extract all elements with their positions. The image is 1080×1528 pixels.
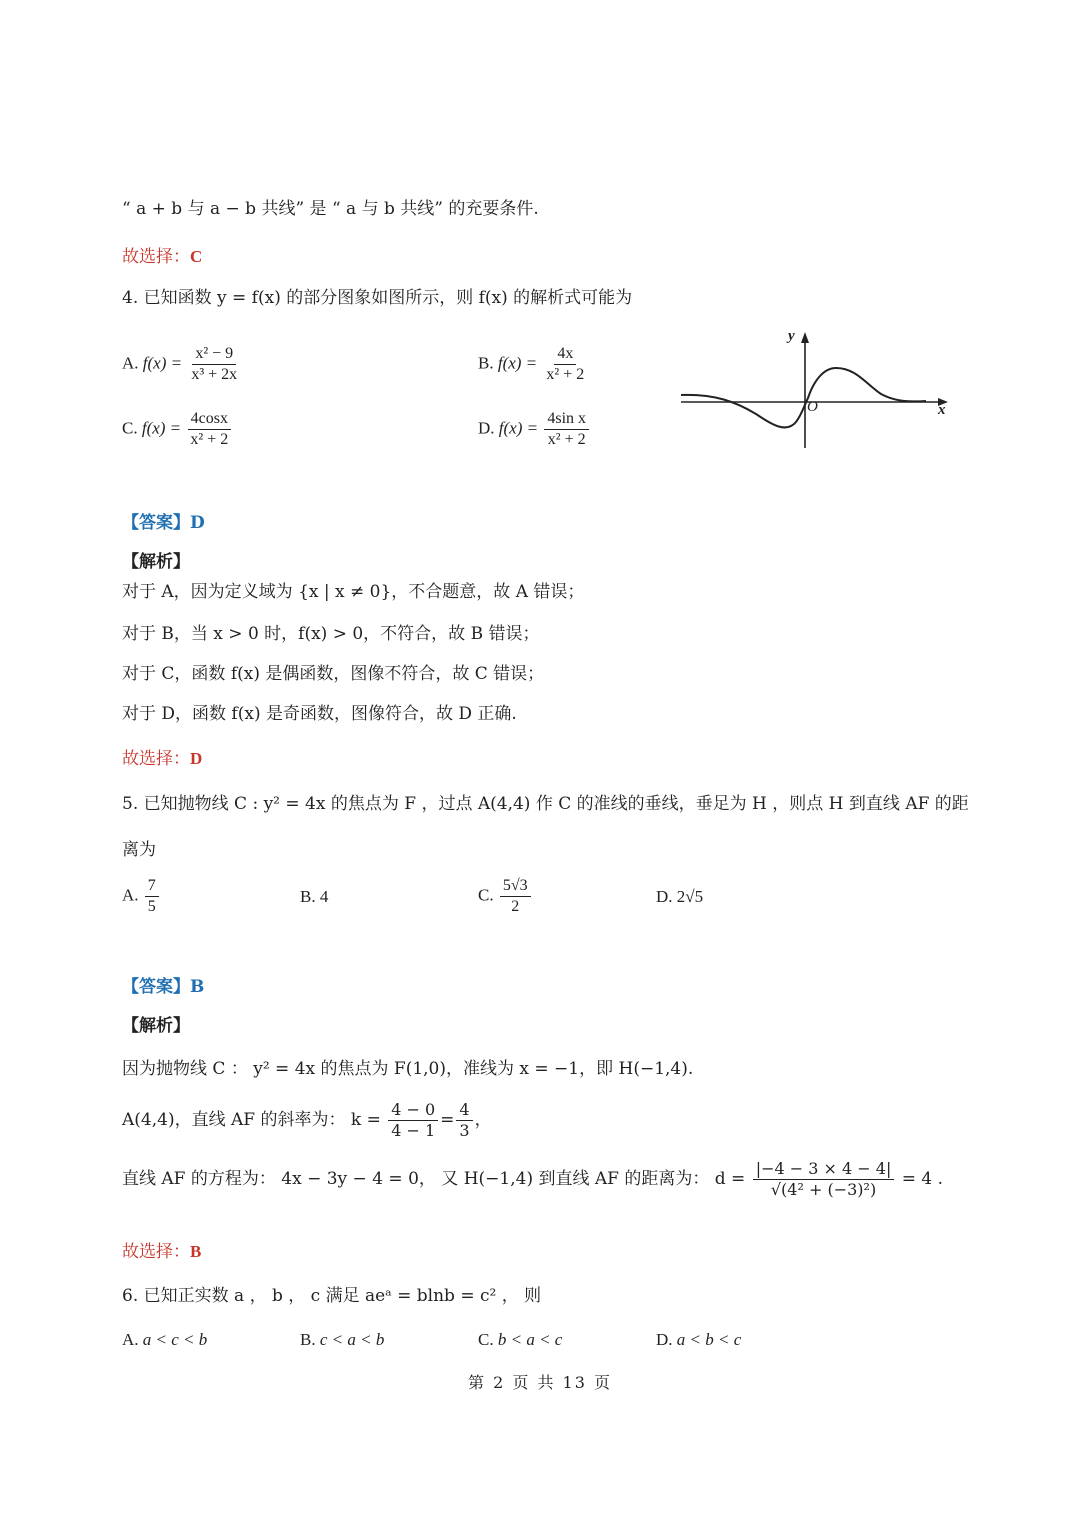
q5-analysis-line: 因为抛物线 C ： y² = 4x 的焦点为 F(1,0)，准线为 x = −1，即 H(−1,4). bbox=[122, 1059, 694, 1079]
option-letter: D. bbox=[656, 1330, 673, 1349]
option-text: a < c < b bbox=[142, 1330, 208, 1349]
option-fraction bbox=[187, 409, 231, 450]
option-lhs: f(x) = bbox=[497, 353, 538, 373]
option-value: 4 bbox=[319, 887, 329, 906]
q4-choice bbox=[122, 744, 202, 769]
q3-choice bbox=[122, 242, 202, 267]
choice-value: D bbox=[190, 749, 203, 768]
option-letter: C. bbox=[122, 418, 138, 438]
q5-stem: 5. 已知抛物线 C : y² = 4x 的焦点为 F ，过点 A(4,4) 作 C 的准线的垂线，垂足为 H ，则点 H 到直线 AF 的距 bbox=[122, 794, 969, 814]
q5-slope-line bbox=[122, 1100, 492, 1141]
q4-analysis-label: 【解析】 bbox=[122, 552, 190, 572]
choice-label: 故选择： bbox=[122, 247, 190, 267]
numerator: 5√3 bbox=[500, 876, 531, 897]
x-axis-label: x bbox=[938, 402, 946, 418]
q5-stem-continued: 离为 bbox=[122, 840, 156, 860]
numerator: x² − 9 bbox=[192, 344, 236, 365]
q5-choice bbox=[122, 1237, 201, 1262]
denominator: √(4² + (−3)²) bbox=[770, 1180, 877, 1199]
q4-option-c bbox=[122, 409, 233, 450]
numerator: 4x bbox=[554, 344, 576, 365]
option-letter: A. bbox=[122, 353, 139, 373]
option-fraction bbox=[544, 409, 589, 450]
q4-analysis-line: 对于 D，函数 f(x) 是奇函数，图像符合，故 D 正确. bbox=[122, 704, 517, 724]
slope-text: A(4,4)，直线 AF 的斜率为： k = bbox=[122, 1110, 381, 1130]
q4-option-d bbox=[478, 409, 591, 450]
q6-option-d bbox=[656, 1330, 741, 1350]
q5-analysis-label: 【解析】 bbox=[122, 1016, 190, 1036]
q4-stem: 4. 已知函数 y = f(x) 的部分图象如图所示，则 f(x) 的解析式可能为 bbox=[122, 288, 633, 308]
distance-fraction bbox=[753, 1159, 895, 1200]
option-letter: D. bbox=[478, 418, 495, 438]
slope-fraction bbox=[388, 1100, 438, 1141]
origin-label: O bbox=[807, 399, 818, 415]
numerator: |−4 − 3 × 4 − 4| bbox=[753, 1159, 895, 1180]
denominator: 5 bbox=[147, 898, 156, 915]
option-lhs: f(x) = bbox=[141, 418, 182, 438]
y-axis-label: y bbox=[788, 328, 795, 344]
option-letter: C. bbox=[478, 1330, 494, 1349]
denominator: x³ + 2x bbox=[191, 366, 238, 383]
denominator: 3 bbox=[459, 1121, 470, 1140]
q4-analysis-line: 对于 A，因为定义域为 {x | x ≠ 0}，不合题意，故 A 错误； bbox=[122, 582, 585, 602]
q5-answer: 【答案】B bbox=[122, 977, 205, 997]
option-value: 2√5 bbox=[676, 887, 704, 906]
distance-text: 直线 AF 的方程为： 4x − 3y − 4 = 0， 又 H(−1,4) 到直线 AF 的距离为： d = bbox=[122, 1169, 746, 1189]
option-text: a < b < c bbox=[676, 1330, 742, 1349]
denominator: x² + 2 bbox=[190, 431, 229, 448]
option-text: b < a < c bbox=[497, 1330, 563, 1349]
option-text: c < a < b bbox=[319, 1330, 385, 1349]
q4-analysis-line: 对于 C，函数 f(x) 是偶函数，图像不符合，故 C 错误； bbox=[122, 664, 545, 684]
page-footer: 第 2 页 共 13 页 bbox=[468, 1373, 612, 1392]
numerator: 4sin x bbox=[544, 409, 589, 430]
denominator: x² + 2 bbox=[546, 366, 585, 383]
option-lhs: f(x) = bbox=[142, 353, 183, 373]
numerator: 4cosx bbox=[188, 409, 231, 430]
q4-option-a bbox=[122, 344, 242, 385]
q5-option-d bbox=[656, 887, 703, 907]
q4-analysis-line: 对于 B，当 x > 0 时，f(x) > 0，不符合，故 B 错误； bbox=[122, 624, 540, 644]
y-axis-arrow bbox=[801, 332, 809, 343]
denominator: 2 bbox=[511, 898, 520, 915]
q5-distance-line bbox=[122, 1159, 943, 1200]
option-letter: B. bbox=[478, 353, 494, 373]
option-fraction bbox=[188, 344, 240, 385]
choice-label: 故选择： bbox=[122, 749, 190, 769]
option-letter: B. bbox=[300, 1330, 316, 1349]
q6-option-a bbox=[122, 1330, 207, 1350]
option-fraction bbox=[145, 876, 159, 917]
q5-option-c bbox=[478, 876, 533, 917]
option-fraction bbox=[543, 344, 587, 385]
option-letter: A. bbox=[122, 885, 139, 905]
numerator: 4 − 0 bbox=[388, 1100, 438, 1121]
choice-value: B bbox=[190, 1242, 202, 1261]
option-letter: C. bbox=[478, 885, 494, 905]
function-graph bbox=[676, 322, 956, 452]
numerator: 7 bbox=[145, 876, 159, 897]
q5-option-b bbox=[300, 887, 328, 907]
q4-option-b bbox=[478, 344, 589, 385]
option-letter: B. bbox=[300, 887, 316, 906]
option-letter: D. bbox=[656, 887, 673, 906]
denominator: 4 − 1 bbox=[391, 1121, 436, 1140]
choice-value: C bbox=[190, 247, 203, 266]
choice-label: 故选择： bbox=[122, 1242, 190, 1262]
option-fraction bbox=[500, 876, 531, 917]
function-curve bbox=[681, 368, 926, 427]
punctuation: ， bbox=[474, 1110, 492, 1130]
slope-result-fraction bbox=[456, 1100, 472, 1141]
equals-sign: = bbox=[440, 1110, 455, 1130]
q6-option-c bbox=[478, 1330, 562, 1350]
denominator: x² + 2 bbox=[547, 431, 586, 448]
q6-stem: 6. 已知正实数 a ， b ， c 满足 aeᵃ = blnb = c² ， 则 bbox=[122, 1286, 542, 1306]
option-letter: A. bbox=[122, 1330, 139, 1349]
previous-conclusion: “ a + b 与 a − b 共线” 是 “ a 与 b 共线” 的充要条件. bbox=[122, 199, 539, 219]
numerator: 4 bbox=[456, 1100, 472, 1121]
q5-option-a bbox=[122, 876, 161, 917]
q6-option-b bbox=[300, 1330, 384, 1350]
distance-result: = 4 . bbox=[901, 1169, 944, 1189]
q4-answer: 【答案】D bbox=[122, 513, 205, 533]
option-lhs: f(x) = bbox=[498, 418, 539, 438]
